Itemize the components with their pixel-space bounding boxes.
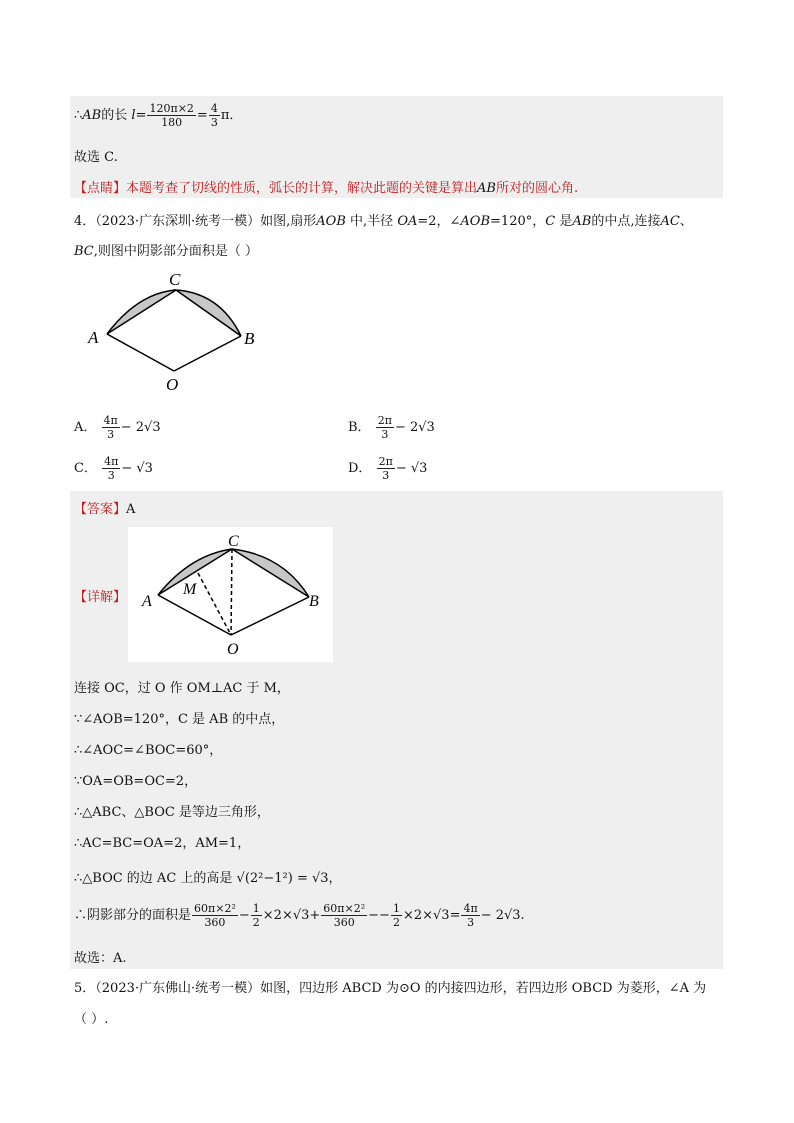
q4-text-line1: 4．（2023·广东深圳·统考一模）如图,扇形AOB 中,半径 OA=2，∠AOB=120°，C 是AB的中点,连接AC、 <box>74 214 693 229</box>
step-7: ∴△BOC 的边 AC 上的高是 √(2²−1²) = √3， <box>74 871 342 886</box>
comment-line: 【点睛】本题考查了切线的性质，弧长的计算，解决此题的关键是算出AB所对的圆心角. <box>74 181 579 196</box>
shaded-segment-cb <box>176 290 241 336</box>
label-a: A <box>142 593 152 610</box>
option-c[interactable]: C． $\frac{4\pi}{3}$ − √3 <box>74 455 153 482</box>
q5-text-line1: 5．（2023·广东佛山·统考一模）如图，四边形 ABCD 为⊙O 的内接四边形，若四边形 OBCD 为菱形，∠A 为 <box>74 981 707 996</box>
detail-tag: 【详解】 <box>74 590 127 605</box>
fraction: $\frac{4}{3}$ <box>210 102 218 129</box>
prev-solution-line1: ∴AB的长 l= $\frac{120\pi\times 2}{180}$ = $\frac{4}{3}$ π． <box>74 102 243 129</box>
label-b: B <box>309 593 319 610</box>
shaded-segment-ac <box>107 290 176 334</box>
label-m: M <box>183 581 197 598</box>
option-a[interactable]: A． $\frac{4\pi}{3}$ − 2√3 <box>74 414 161 441</box>
step-6: ∴AC=BC=OA=2，AM=1， <box>74 836 251 851</box>
q4-text-line2: BC,则图中阴影部分面积是（ ） <box>74 244 259 259</box>
segment-bo <box>174 336 241 371</box>
label-a: A <box>88 328 99 347</box>
option-b[interactable]: B． $\frac{2\pi}{3}$ − 2√3 <box>348 414 435 441</box>
label-b: B <box>244 329 255 348</box>
step-2: ∵∠AOB=120°，C 是 AB 的中点， <box>74 712 285 727</box>
segment-bo <box>231 597 309 635</box>
final-choice: 故选：A. <box>74 951 127 966</box>
q4-sector-figure <box>80 268 270 398</box>
prev-solution-line2: 故选 C. <box>74 150 118 165</box>
answer-tag: 【答案】 <box>74 502 127 517</box>
label-c: C <box>228 533 239 550</box>
answer-line <box>74 498 135 517</box>
dashed-oc <box>231 549 232 635</box>
comment-tag: 【点睛】 <box>74 181 127 196</box>
segment-ao <box>107 334 174 371</box>
area-line: ∴阴影部分的面积是 $\frac{\text{60π×2²}}{360}$ − $\frac{1}{2}$ ×2×√3+ $\frac{\text{60π×2²}}{360}$ −− $\frac{1}{2}$ ×2×√3= $\frac{4\pi}{3}$ − 2√3. <box>74 902 525 929</box>
option-d[interactable]: D． $\frac{2\pi}{3}$ − √3 <box>348 455 428 482</box>
arc-ab: AB <box>82 108 102 123</box>
shaded-segment-cb <box>232 549 309 597</box>
fraction: $\frac{120\pi\times 2}{180}$ <box>149 102 194 129</box>
answer-value: A <box>126 502 136 517</box>
step-5: ∴△ABC、△BOC 是等边三角形， <box>74 805 270 820</box>
step-3: ∴∠AOC=∠BOC=60°， <box>74 743 223 758</box>
label-c: C <box>169 270 181 289</box>
step-1: 连接 OC，过 O 作 OM⊥AC 于 M， <box>74 681 290 696</box>
step-4: ∵OA=OB=OC=2， <box>74 774 198 789</box>
answer-figure <box>128 527 333 662</box>
segment-ao <box>158 595 231 635</box>
label-o: O <box>227 641 239 658</box>
q5-text-line2: （ ）. <box>74 1012 109 1027</box>
label-o: O <box>166 375 179 394</box>
